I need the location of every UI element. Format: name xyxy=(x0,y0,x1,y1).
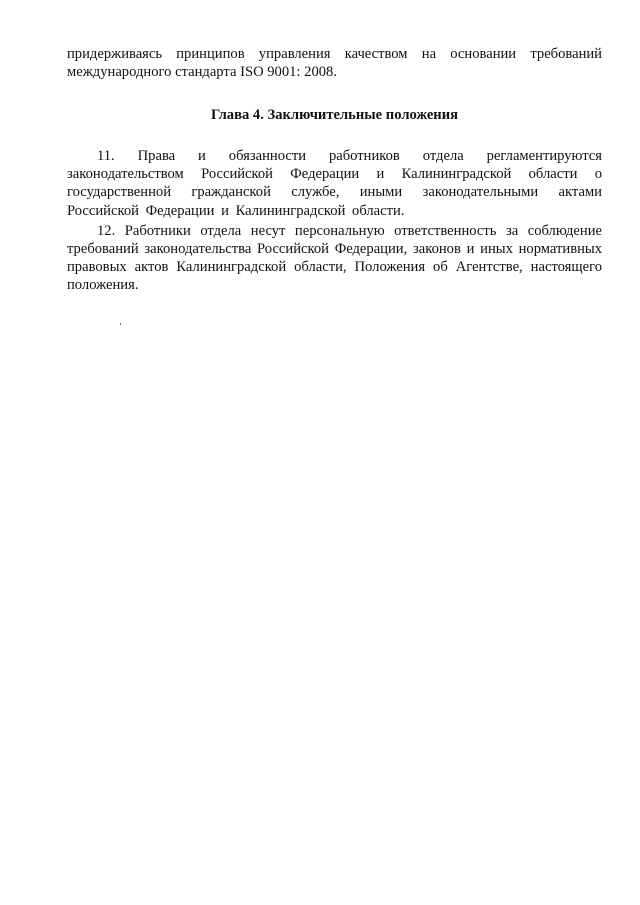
scan-speck xyxy=(120,323,121,325)
intro-paragraph: придерживаясь принципов управления качеством на основании требований международного стандарта ISO 9001: 2008. xyxy=(67,46,602,81)
chapter-heading: Глава 4. Заключительные положения xyxy=(210,107,459,123)
paragraph-12: 12. Работники отдела несут персональную ответственность за соблюдение требований законодательства Российской Федерации, законов и иных нормативных правовых актов Калининградской области, Положения об Агентстве, настоящего положения. xyxy=(67,222,602,294)
paragraph-11: 11. Права и обязанности работников отдела регламентируются законодательством Российской Федерации и Калининградской области о государственной гражданской службе, иными законодательными актами Российской Федерации и Калининградской области. xyxy=(67,148,602,219)
paragraph-list xyxy=(67,147,602,297)
